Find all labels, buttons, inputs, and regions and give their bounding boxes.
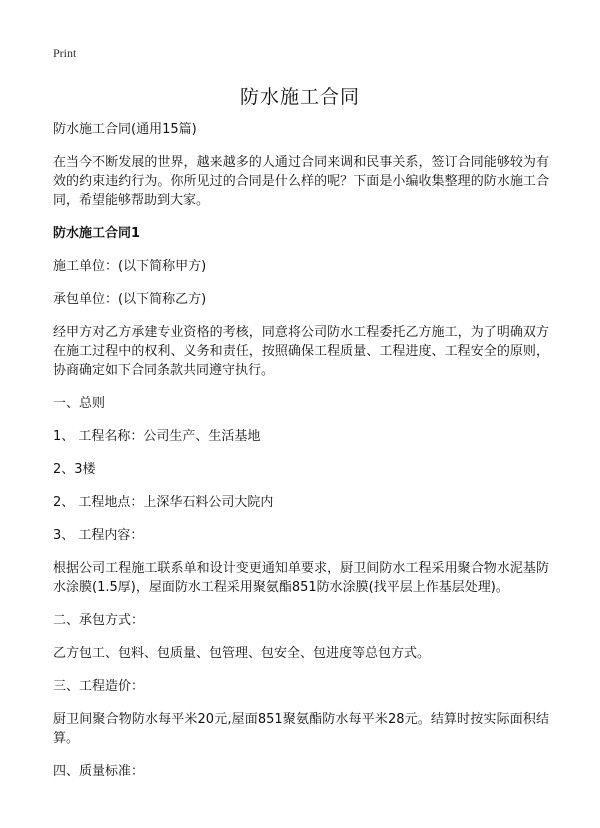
paragraph-floor: 2、3楼	[53, 462, 96, 477]
paragraph-cost: 三、工程造价：	[53, 679, 145, 694]
paragraph-construction-unit: 施工单位：(以下简称甲方)	[53, 259, 207, 274]
paragraph-intro: 在当今不断发展的世界，越来越多的人通过合同来调和民事关系，签订合同能够较为有效的约束违约行为。你所见过的合同是什么样的呢？下面是小编收集整理的防水施工合同，希望能够帮助到大家。	[53, 155, 549, 208]
paragraph-content-detail: 根据公司工程施工联系单和设计变更通知单要求，厨卫间防水工程采用聚合物水泥基防水涂膜(1.5厚)，屋面防水工程采用聚氨酯851防水涂膜(找平层上作基层处理)。	[53, 561, 549, 595]
document-body	[53, 120, 549, 795]
paragraph-method-detail: 乙方包工、包料、包质量、包管理、包安全、包进度等总包方式。	[53, 646, 431, 661]
paragraph-contract-method: 二、承包方式：	[53, 613, 145, 628]
section-heading: 防水施工合同1	[53, 226, 141, 241]
paragraph-quality: 四、质量标准：	[53, 764, 145, 779]
print-label[interactable]: Print	[53, 46, 77, 60]
paragraph-contractor-unit: 承包单位：(以下简称乙方)	[53, 292, 207, 307]
paragraph-general: 一、总则	[53, 396, 106, 411]
document-title: 防水施工合同	[239, 86, 360, 108]
paragraph-cost-detail: 厨卫间聚合物防水每平米20元,屋面851聚氨酯防水每平米28元。结算时按实际面积结算。	[53, 712, 549, 746]
paragraph-project-location: 2、 工程地点：上深华石料公司大院内	[53, 495, 274, 510]
paragraph-project-name: 1、 工程名称：公司生产、生活基地	[53, 429, 261, 444]
paragraph-preamble: 经甲方对乙方承建专业资格的考核，同意将公司防水工程委托乙方施工，为了明确双方在施工过程中的权利、义务和责任，按照确保工程质量、工程进度、工程安全的原则，协商确定如下合同条款共同遵守执行。	[53, 325, 549, 378]
paragraph-project-content: 3、 工程内容：	[53, 528, 144, 543]
paragraph-subtitle: 防水施工合同(通用15篇)	[53, 122, 197, 137]
